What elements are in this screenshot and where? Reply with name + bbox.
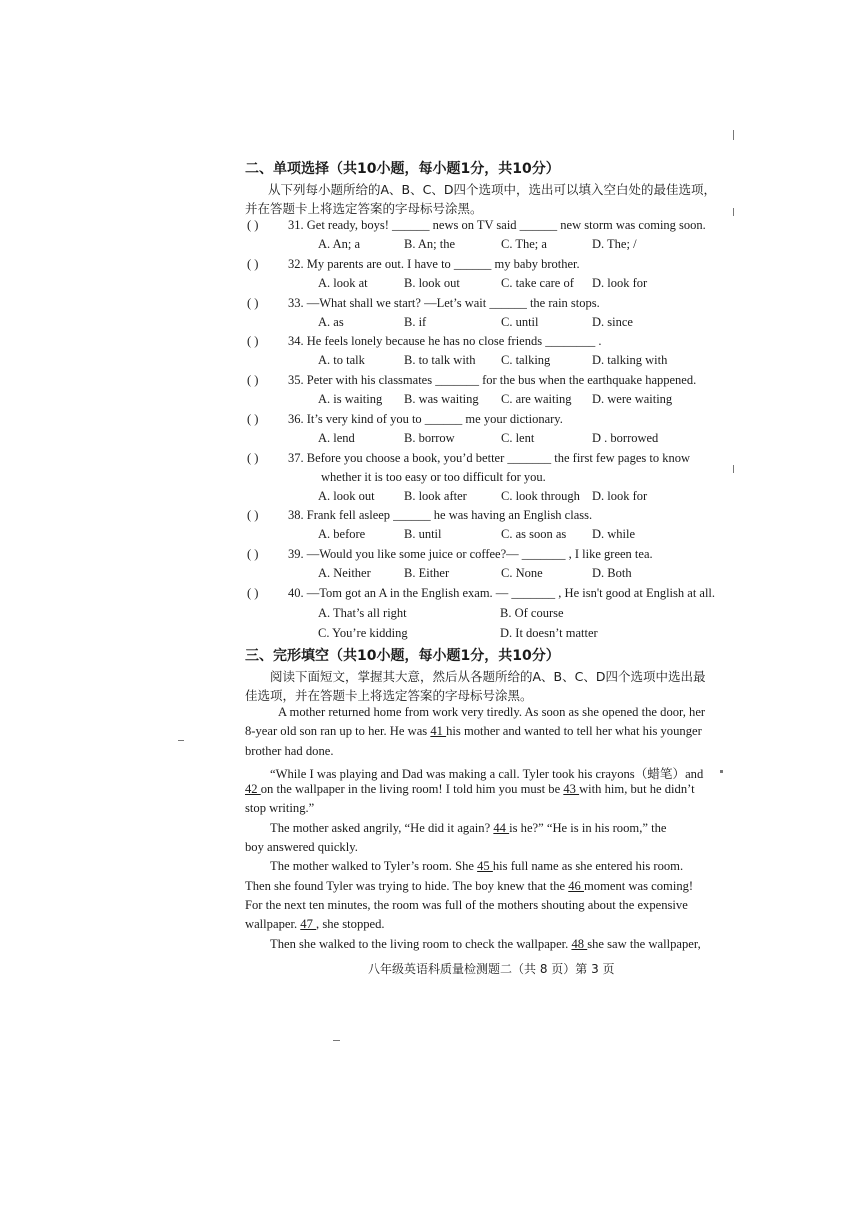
passage-line: stop writing.”: [245, 801, 315, 815]
option-d: D. The; /: [592, 237, 637, 251]
question-text: 39. —Would you like some juice or coffee?— _______ , I like green tea.: [288, 547, 653, 561]
answer-paren: ( ): [247, 296, 259, 310]
option-c: C. The; a: [501, 237, 547, 251]
question-text: 36. It’s very kind of you to ______ me your dictionary.: [288, 412, 563, 426]
option-a: A. Neither: [318, 566, 371, 580]
passage-line: 42 on the wallpaper in the living room! I told him you must be 43 with him, but he didn’t: [245, 782, 695, 796]
passage-line: Then she found Tyler was trying to hide. The boy knew that the 46 moment was coming!: [245, 879, 694, 893]
option-b: B. borrow: [404, 431, 455, 445]
option-c: C. look through: [501, 489, 580, 503]
option-b: B. look out: [404, 276, 460, 290]
option-d: D. look for: [592, 489, 648, 503]
scan-speck: [733, 130, 734, 140]
passage-line: A mother returned home from work very tiredly. As soon as she opened the door, her: [278, 705, 706, 719]
scan-speck: [733, 465, 734, 473]
answer-paren: ( ): [247, 586, 259, 600]
option-a: A. lend: [318, 431, 355, 445]
question-text: 40. —Tom got an A in the English exam. — _______ , He isn't good at English at all.: [288, 586, 716, 600]
passage-line: For the next ten minutes, the room was full of the mothers shouting about the expensive: [245, 898, 688, 912]
scan-speck: [333, 1040, 340, 1041]
option-b: B. look after: [404, 489, 467, 503]
answer-paren: ( ): [247, 547, 259, 561]
blank-45: 45: [477, 859, 493, 873]
passage-line: 8-year old son ran up to her. He was 41 his mother and wanted to tell her what his younger: [245, 724, 702, 738]
option-b: B. An; the: [404, 237, 456, 251]
section-3-instruction: 阅读下面短文，掌握其大意，然后从各题所给的A、B、C、D四个选项中选出最: [270, 669, 706, 684]
option-d: D. since: [592, 315, 633, 329]
passage-line: The mother asked angrily, “He did it again? 44 is he?” “He is in his room,” the: [270, 821, 667, 835]
question-text: 33. —What shall we start? —Let’s wait ______ the rain stops.: [288, 296, 600, 310]
option-b: B. to talk with: [404, 353, 476, 367]
option-d: D. look for: [592, 276, 648, 290]
passage-line: boy answered quickly.: [245, 840, 358, 854]
option-a: A. look at: [318, 276, 368, 290]
option-b: B. was waiting: [404, 392, 479, 406]
answer-paren: ( ): [247, 218, 259, 232]
option-a: A. is waiting: [318, 392, 383, 406]
option-c: C. lent: [501, 431, 535, 445]
blank-42: 42: [245, 782, 261, 796]
blank-44: 44: [493, 821, 510, 835]
option-d: D . borrowed: [592, 431, 659, 445]
scan-speck: [733, 208, 734, 216]
passage-line: The mother walked to Tyler’s room. She 45 his full name as she entered his room.: [270, 859, 684, 873]
option-a: A. look out: [318, 489, 375, 503]
blank-48: 48: [571, 937, 588, 951]
blank-47: 47: [300, 917, 317, 931]
question-text: 32. My parents are out. I have to ______ my baby brother.: [288, 257, 580, 271]
passage-line: Then she walked to the living room to check the wallpaper. 48 she saw the wallpaper,: [270, 937, 701, 951]
section-3-instruction: 佳选项，并在答题卡上将选定答案的字母标号涂黑。: [245, 688, 533, 703]
option-c: C. are waiting: [501, 392, 572, 406]
answer-paren: ( ): [247, 451, 259, 465]
option-a: A. as: [318, 315, 344, 329]
option-b: B. if: [404, 315, 427, 329]
scan-speck: [720, 770, 723, 773]
blank-43: 43: [563, 782, 580, 796]
section-2-heading: 二、单项选择（共10小题，每小题1分，共10分）: [245, 161, 560, 177]
blank-41: 41: [430, 724, 447, 738]
option-c: C. You’re kidding: [318, 626, 408, 640]
question-text: 38. Frank fell asleep ______ he was having an English class.: [288, 508, 593, 522]
option-b: B. Either: [404, 566, 450, 580]
option-a: A. An; a: [318, 237, 361, 251]
option-c: C. take care of: [501, 276, 574, 290]
answer-paren: ( ): [247, 257, 259, 271]
section-2-instruction: 从下列每小题所给的A、B、C、D四个选项中，选出可以填入空白处的最佳选项，: [268, 182, 716, 197]
scan-speck: [178, 740, 184, 741]
question-text: 34. He feels lonely because he has no close friends ________ .: [288, 334, 602, 348]
option-d: D. were waiting: [592, 392, 673, 406]
question-text-continued: whether it is too easy or too difficult for you.: [321, 470, 546, 484]
option-d: D. talking with: [592, 353, 668, 367]
option-d: D. while: [592, 527, 636, 541]
question-text: 35. Peter with his classmates _______ for the bus when the earthquake happened.: [288, 373, 697, 387]
answer-paren: ( ): [247, 373, 259, 387]
option-d: D. Both: [592, 566, 632, 580]
option-d: D. It doesn’t matter: [500, 626, 598, 640]
blank-46: 46: [568, 879, 584, 893]
option-b: B. Of course: [500, 606, 564, 620]
passage-line: brother had done.: [245, 744, 334, 758]
option-a: A. to talk: [318, 353, 365, 367]
option-b: B. until: [404, 527, 442, 541]
page-footer: 八年级英语科质量检测题二（共 8 页）第 3 页: [368, 962, 615, 976]
option-c: C. as soon as: [501, 527, 567, 541]
section-2-instruction: 并在答题卡上将选定答案的字母标号涂黑。: [245, 201, 483, 216]
answer-paren: ( ): [247, 334, 259, 348]
passage-line: wallpaper. 47 , she stopped.: [245, 917, 385, 931]
question-text: 37. Before you choose a book, you’d better _______ the first few pages to know: [288, 451, 690, 465]
option-a: A. before: [318, 527, 366, 541]
answer-paren: ( ): [247, 412, 259, 426]
option-c: C. None: [501, 566, 543, 580]
section-3-heading: 三、完形填空（共10小题，每小题1分，共10分）: [245, 648, 560, 664]
option-a: A. That’s all right: [318, 606, 407, 620]
question-text: 31. Get ready, boys! ______ news on TV said ______ new storm was coming soon.: [288, 218, 706, 232]
passage-line: “While I was playing and Dad was making a call. Tyler took his crayons（蜡笔）and: [270, 767, 704, 781]
answer-paren: ( ): [247, 508, 259, 522]
option-c: C. until: [501, 315, 539, 329]
option-c: C. talking: [501, 353, 551, 367]
